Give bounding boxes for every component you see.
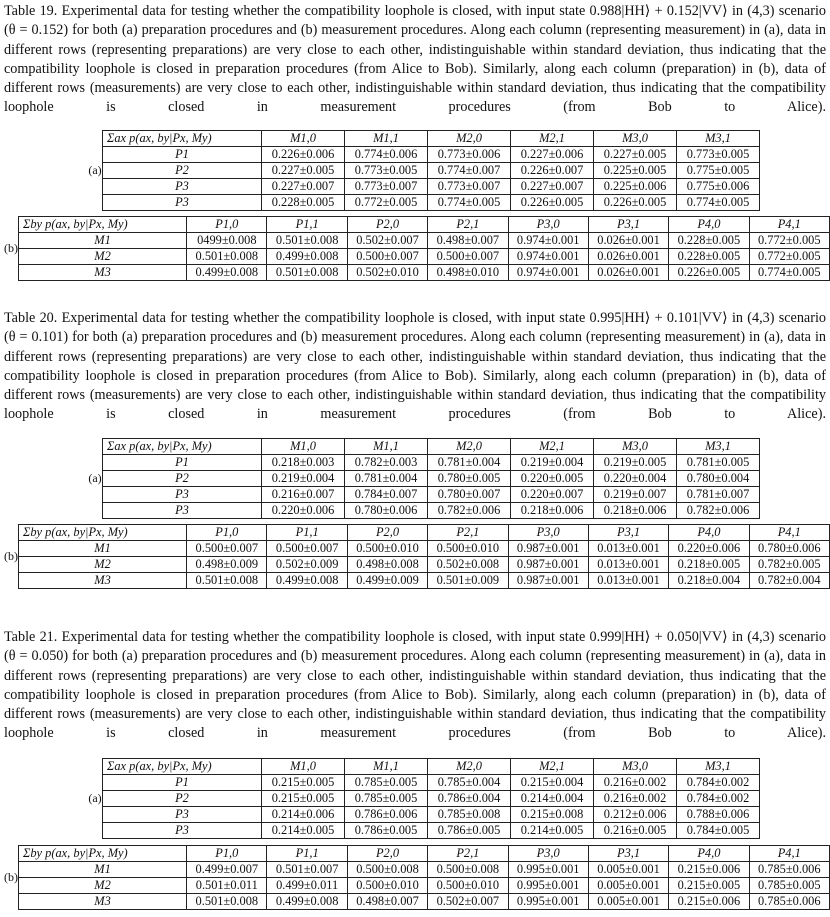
row-header: M3	[19, 265, 187, 281]
table-cell: 0.214±0.005	[262, 823, 345, 839]
table-cell: 0.974±0.001	[508, 233, 588, 249]
header-row	[4, 217, 830, 233]
table-cell: 0.227±0.007	[262, 179, 345, 195]
column-header: M1,0	[262, 131, 345, 147]
table-row	[88, 195, 760, 211]
table-cell: 0.773±0.007	[345, 179, 428, 195]
table-cell: 0.214±0.004	[511, 791, 594, 807]
panel-label: (a)	[88, 471, 102, 485]
table-cell: 0.220±0.006	[262, 503, 345, 519]
table-cell: 0.219±0.005	[594, 455, 677, 471]
table-cell: 0.498±0.010	[428, 265, 508, 281]
table-cell: 0.215±0.004	[511, 775, 594, 791]
table-cell: 0.026±0.001	[588, 233, 668, 249]
table-cell: 0.501±0.007	[267, 862, 347, 878]
table-cell: 0.215±0.006	[669, 894, 749, 910]
table-a	[88, 438, 760, 519]
table-cell: 0.500±0.008	[428, 862, 508, 878]
column-header: P2,0	[347, 846, 427, 862]
table-cell: 0.498±0.009	[187, 557, 267, 573]
table-cell: 0.781±0.007	[677, 487, 760, 503]
table-row	[88, 503, 760, 519]
table-row	[88, 823, 760, 839]
table-cell: 0.780±0.005	[428, 471, 511, 487]
table-cell: 0.216±0.002	[594, 775, 677, 791]
table-cell: 0.786±0.005	[428, 823, 511, 839]
table-cell: 0.502±0.007	[428, 894, 508, 910]
row-header: P2	[103, 471, 262, 487]
table-cell: 0.228±0.005	[669, 249, 749, 265]
table-cell: 0.781±0.005	[677, 455, 760, 471]
table-cell: 0.226±0.005	[669, 265, 749, 281]
table-cell: 0.214±0.005	[511, 823, 594, 839]
table-cell: 0.774±0.005	[428, 195, 511, 211]
table-cell: 0.227±0.006	[511, 147, 594, 163]
table-cell: 0.974±0.001	[508, 249, 588, 265]
column-header: P4,1	[749, 217, 829, 233]
row-header: M3	[19, 894, 187, 910]
table-cell: 0.785±0.005	[345, 775, 428, 791]
table-cell: 0.785±0.004	[428, 775, 511, 791]
table-cell: 0.784±0.005	[677, 823, 760, 839]
table-cell: 0.218±0.003	[262, 455, 345, 471]
table-a	[88, 758, 760, 839]
table-cell: 0.500±0.010	[347, 878, 427, 894]
table-cell: 0.005±0.001	[588, 862, 668, 878]
row-header: M2	[19, 557, 187, 573]
table-cell: 0.784±0.002	[677, 791, 760, 807]
table-cell: 0.500±0.010	[428, 541, 508, 557]
panel-label: (a)	[88, 791, 102, 805]
table-cell: 0.987±0.001	[508, 557, 588, 573]
table-cell: 0.772±0.005	[749, 249, 829, 265]
table-row	[88, 147, 760, 163]
table-cell: 0.215±0.006	[669, 862, 749, 878]
panel-label: (b)	[4, 241, 18, 255]
column-header: M1,1	[345, 759, 428, 775]
table-cell: 0.219±0.004	[262, 471, 345, 487]
column-header: M1,1	[345, 439, 428, 455]
table-cell: 0.775±0.006	[677, 179, 760, 195]
panel-label: (a)	[88, 163, 102, 177]
row-header: P1	[103, 147, 262, 163]
table-cell: 0.218±0.005	[669, 557, 749, 573]
row-header: P3	[103, 807, 262, 823]
table-cell: 0.500±0.010	[347, 541, 427, 557]
table-cell: 0.500±0.008	[347, 862, 427, 878]
table-cell: 0.774±0.005	[677, 195, 760, 211]
row-header: M1	[19, 862, 187, 878]
table-cell: 0.501±0.011	[187, 878, 267, 894]
table-cell: 0.216±0.005	[594, 823, 677, 839]
table-cell: 0.784±0.007	[345, 487, 428, 503]
header-row	[4, 846, 830, 862]
table-row	[88, 791, 760, 807]
table-cell: 0.782±0.005	[749, 557, 829, 573]
table-cell: 0.216±0.002	[594, 791, 677, 807]
column-header: M2,0	[428, 131, 511, 147]
table-cell: 0.501±0.008	[187, 894, 267, 910]
table-row	[88, 775, 760, 791]
table-caption: Table 19. Experimental data for testing whether the compatibility loophole is closed, with input state 0.988|HH⟩ + 0.152|VV⟩ in (4,3) scenario (θ = 0.152) for both (a) preparation procedures and (b) measurement procedures. Along each column (representing measurement) in (a), data in different rows (representing preparations) are very close to each other, indistinguishable within standard deviation, thus indicating that the compatibility loophole is closed in preparation procedures (from Alice to Bob). Similarly, along each column (preparation) in (b), data of different rows (measurements) are very close to each other, indistinguishable within standard deviation, thus indicating that the compatibility loophole is closed in measurement procedures (from Bob to Alice).	[4, 3, 826, 116]
table-cell: 0.212±0.006	[594, 807, 677, 823]
table-a	[88, 130, 760, 211]
table-cell: 0.226±0.005	[594, 195, 677, 211]
header-row	[88, 759, 760, 775]
table-cell: 0.785±0.006	[749, 894, 829, 910]
table-cell: 0.784±0.002	[677, 775, 760, 791]
row-header: M2	[19, 249, 187, 265]
table-cell: 0.782±0.006	[428, 503, 511, 519]
table-row	[4, 878, 830, 894]
column-header: P1,1	[267, 217, 347, 233]
table-cell: 0.227±0.005	[594, 147, 677, 163]
row-header: P3	[103, 487, 262, 503]
table-cell: 0.226±0.005	[511, 195, 594, 211]
table-cell: 0.995±0.001	[508, 862, 588, 878]
row-header: P3	[103, 179, 262, 195]
table-cell: 0.781±0.004	[428, 455, 511, 471]
table-row	[4, 573, 830, 589]
table-cell: 0.013±0.001	[588, 573, 668, 589]
table-row	[88, 471, 760, 487]
table-cell: 0.220±0.004	[594, 471, 677, 487]
column-header: M1,0	[262, 439, 345, 455]
column-header: P4,0	[669, 846, 749, 862]
table-row	[88, 487, 760, 503]
table-cell: 0.501±0.009	[428, 573, 508, 589]
table-cell: 0.498±0.007	[428, 233, 508, 249]
table-cell: 0.219±0.004	[511, 455, 594, 471]
header-row	[88, 439, 760, 455]
table-cell: 0.773±0.005	[345, 163, 428, 179]
table-row	[4, 541, 830, 557]
table-row	[88, 163, 760, 179]
table-cell: 0.499±0.011	[267, 878, 347, 894]
table-cell: 0.502±0.007	[347, 233, 427, 249]
table-cell: 0.987±0.001	[508, 573, 588, 589]
table-cell: 0.786±0.004	[428, 791, 511, 807]
table-cell: 0.995±0.001	[508, 894, 588, 910]
column-header: P3,1	[588, 525, 668, 541]
table-cell: 0.995±0.001	[508, 878, 588, 894]
table-cell: 0.499±0.008	[267, 894, 347, 910]
table-cell: 0.774±0.005	[749, 265, 829, 281]
table-b	[4, 845, 830, 910]
table-cell: 0.228±0.005	[669, 233, 749, 249]
column-header: P2,0	[347, 217, 427, 233]
row-header: M3	[19, 573, 187, 589]
table-cell: 0.005±0.001	[588, 894, 668, 910]
column-header: M2,0	[428, 759, 511, 775]
table-cell: 0499±0.008	[187, 233, 267, 249]
column-header: P4,1	[749, 525, 829, 541]
row-header: P2	[103, 791, 262, 807]
header-row	[88, 131, 760, 147]
table-cell: 0.215±0.005	[262, 791, 345, 807]
column-header: M3,1	[677, 759, 760, 775]
column-header: P4,0	[669, 525, 749, 541]
table-cell: 0.774±0.006	[345, 147, 428, 163]
table-cell: 0.220±0.007	[511, 487, 594, 503]
column-header: P3,0	[508, 525, 588, 541]
table-cell: 0.773±0.006	[428, 147, 511, 163]
column-header: P1,1	[267, 846, 347, 862]
table-cell: 0.218±0.006	[511, 503, 594, 519]
row-header: P2	[103, 163, 262, 179]
column-header: P4,1	[749, 846, 829, 862]
table-cell: 0.220±0.005	[511, 471, 594, 487]
table-row	[4, 862, 830, 878]
table-cell: 0.782±0.006	[677, 503, 760, 519]
table-cell: 0.788±0.006	[677, 807, 760, 823]
table-cell: 0.502±0.008	[428, 557, 508, 573]
table-cell: 0.500±0.007	[428, 249, 508, 265]
table-cell: 0.785±0.006	[749, 862, 829, 878]
table-row	[4, 233, 830, 249]
table-cell: 0.773±0.007	[428, 179, 511, 195]
table-cell: 0.772±0.005	[749, 233, 829, 249]
table-cell: 0.502±0.010	[347, 265, 427, 281]
table-cell: 0.005±0.001	[588, 878, 668, 894]
table-cell: 0.500±0.007	[347, 249, 427, 265]
table-cell: 0.500±0.010	[428, 878, 508, 894]
table-row	[88, 807, 760, 823]
table-cell: 0.499±0.008	[267, 573, 347, 589]
column-header: P2,1	[428, 525, 508, 541]
table-caption: Table 20. Experimental data for testing whether the compatibility loophole is closed, with input state 0.995|HH⟩ + 0.101|VV⟩ in (4,3) scenario (θ = 0.101) for both (a) preparation procedures and (b) measurement procedures. Along each column (representing measurement) in (a), data in different rows (representing preparations) are very close to each other, indistinguishable within standard deviation, thus indicating that the compatibility loophole is closed in preparation procedures (from Alice to Bob). Similarly, along each column (preparation) in (b), data of different rows (measurements) are very close to each other, indistinguishable within standard deviation, thus indicating that the compatibility loophole is closed in measurement procedures (from Bob to Alice).	[4, 310, 826, 423]
table-cell: 0.225±0.005	[594, 163, 677, 179]
table-cell: 0.227±0.005	[262, 163, 345, 179]
column-header: M2,1	[511, 759, 594, 775]
column-header: M2,1	[511, 439, 594, 455]
table-cell: 0.781±0.004	[345, 471, 428, 487]
table-cell: 0.214±0.006	[262, 807, 345, 823]
table-cell: 0.785±0.008	[428, 807, 511, 823]
table-cell: 0.026±0.001	[588, 249, 668, 265]
header-row	[4, 525, 830, 541]
table-cell: 0.774±0.007	[428, 163, 511, 179]
panel-label: (b)	[4, 870, 18, 884]
column-header: P1,0	[187, 846, 267, 862]
table-cell: 0.498±0.008	[347, 557, 427, 573]
table-cell: 0.500±0.007	[267, 541, 347, 557]
column-header: M1,0	[262, 759, 345, 775]
row-header: P3	[103, 503, 262, 519]
column-header: P3,0	[508, 846, 588, 862]
table-cell: 0.782±0.003	[345, 455, 428, 471]
table-cell: 0.228±0.005	[262, 195, 345, 211]
table-cell: 0.780±0.006	[345, 503, 428, 519]
table-row	[88, 179, 760, 195]
table-cell: 0.785±0.005	[345, 791, 428, 807]
table-cell: 0.219±0.007	[594, 487, 677, 503]
row-header: M1	[19, 541, 187, 557]
row-header: P3	[103, 195, 262, 211]
column-header: M3,1	[677, 439, 760, 455]
table-row	[4, 894, 830, 910]
table-cell: 0.013±0.001	[588, 557, 668, 573]
column-header: M3,1	[677, 131, 760, 147]
table-b	[4, 524, 830, 589]
table-cell: 0.501±0.008	[187, 573, 267, 589]
table-cell: 0.501±0.008	[267, 233, 347, 249]
column-header: P1,0	[187, 217, 267, 233]
table-row	[4, 265, 830, 281]
table-row	[4, 249, 830, 265]
table-cell: 0.780±0.006	[749, 541, 829, 557]
table-cell: 0.499±0.007	[187, 862, 267, 878]
table-cell: 0.013±0.001	[588, 541, 668, 557]
table-cell: 0.773±0.005	[677, 147, 760, 163]
row-header: P1	[103, 455, 262, 471]
column-header: M3,0	[594, 131, 677, 147]
table-cell: 0.218±0.006	[594, 503, 677, 519]
column-header: P4,0	[669, 217, 749, 233]
column-header: P3,1	[588, 217, 668, 233]
table-cell: 0.782±0.004	[749, 573, 829, 589]
table-cell: 0.987±0.001	[508, 541, 588, 557]
table-cell: 0.974±0.001	[508, 265, 588, 281]
table-cell: 0.786±0.006	[345, 807, 428, 823]
table-cell: 0.220±0.006	[669, 541, 749, 557]
table-cell: 0.780±0.004	[677, 471, 760, 487]
table-cell: 0.772±0.005	[345, 195, 428, 211]
sum-header: Σax p(ax, by|Px, My)	[103, 439, 262, 455]
table-b	[4, 216, 830, 281]
table-cell: 0.501±0.008	[267, 265, 347, 281]
table-cell: 0.499±0.008	[267, 249, 347, 265]
column-header: M2,0	[428, 439, 511, 455]
table-cell: 0.780±0.007	[428, 487, 511, 503]
column-header: P2,1	[428, 217, 508, 233]
table-cell: 0.226±0.006	[262, 147, 345, 163]
sum-header: Σby p(ax, by|Px, My)	[19, 217, 187, 233]
table-cell: 0.500±0.007	[187, 541, 267, 557]
table-cell: 0.786±0.005	[345, 823, 428, 839]
table-cell: 0.026±0.001	[588, 265, 668, 281]
column-header: M2,1	[511, 131, 594, 147]
row-header: P1	[103, 775, 262, 791]
panel-label: (b)	[4, 549, 18, 563]
table-cell: 0.499±0.008	[187, 265, 267, 281]
table-cell: 0.227±0.007	[511, 179, 594, 195]
column-header: M1,1	[345, 131, 428, 147]
column-header: M3,0	[594, 759, 677, 775]
column-header: P3,1	[588, 846, 668, 862]
row-header: M2	[19, 878, 187, 894]
column-header: M3,0	[594, 439, 677, 455]
table-cell: 0.215±0.008	[511, 807, 594, 823]
sum-header: Σax p(ax, by|Px, My)	[103, 131, 262, 147]
table-cell: 0.785±0.005	[749, 878, 829, 894]
table-cell: 0.499±0.009	[347, 573, 427, 589]
table-cell: 0.501±0.008	[187, 249, 267, 265]
column-header: P2,0	[347, 525, 427, 541]
table-cell: 0.225±0.006	[594, 179, 677, 195]
sum-header: Σax p(ax, by|Px, My)	[103, 759, 262, 775]
table-cell: 0.218±0.004	[669, 573, 749, 589]
table-cell: 0.215±0.005	[669, 878, 749, 894]
column-header: P3,0	[508, 217, 588, 233]
row-header: M1	[19, 233, 187, 249]
table-cell: 0.215±0.005	[262, 775, 345, 791]
table-cell: 0.216±0.007	[262, 487, 345, 503]
table-cell: 0.498±0.007	[347, 894, 427, 910]
sum-header: Σby p(ax, by|Px, My)	[19, 846, 187, 862]
column-header: P1,1	[267, 525, 347, 541]
sum-header: Σby p(ax, by|Px, My)	[19, 525, 187, 541]
table-cell: 0.502±0.009	[267, 557, 347, 573]
table-row	[4, 557, 830, 573]
row-header: P3	[103, 823, 262, 839]
table-cell: 0.775±0.005	[677, 163, 760, 179]
table-caption: Table 21. Experimental data for testing whether the compatibility loophole is closed, with input state 0.999|HH⟩ + 0.050|VV⟩ in (4,3) scenario (θ = 0.050) for both (a) preparation procedures and (b) measurement procedures. Along each column (representing measurement) in (a), data in different rows (representing preparations) are very close to each other, indistinguishable within standard deviation, thus indicating that the compatibility loophole is closed in preparation procedures (from Alice to Bob). Similarly, along each column (preparation) in (b), data of different rows (measurements) are very close to each other, indistinguishable within standard deviation, thus indicating that the compatibility loophole is closed in measurement procedures (from Bob to Alice).	[4, 629, 826, 742]
table-row	[88, 455, 760, 471]
column-header: P1,0	[187, 525, 267, 541]
table-cell: 0.226±0.007	[511, 163, 594, 179]
column-header: P2,1	[428, 846, 508, 862]
